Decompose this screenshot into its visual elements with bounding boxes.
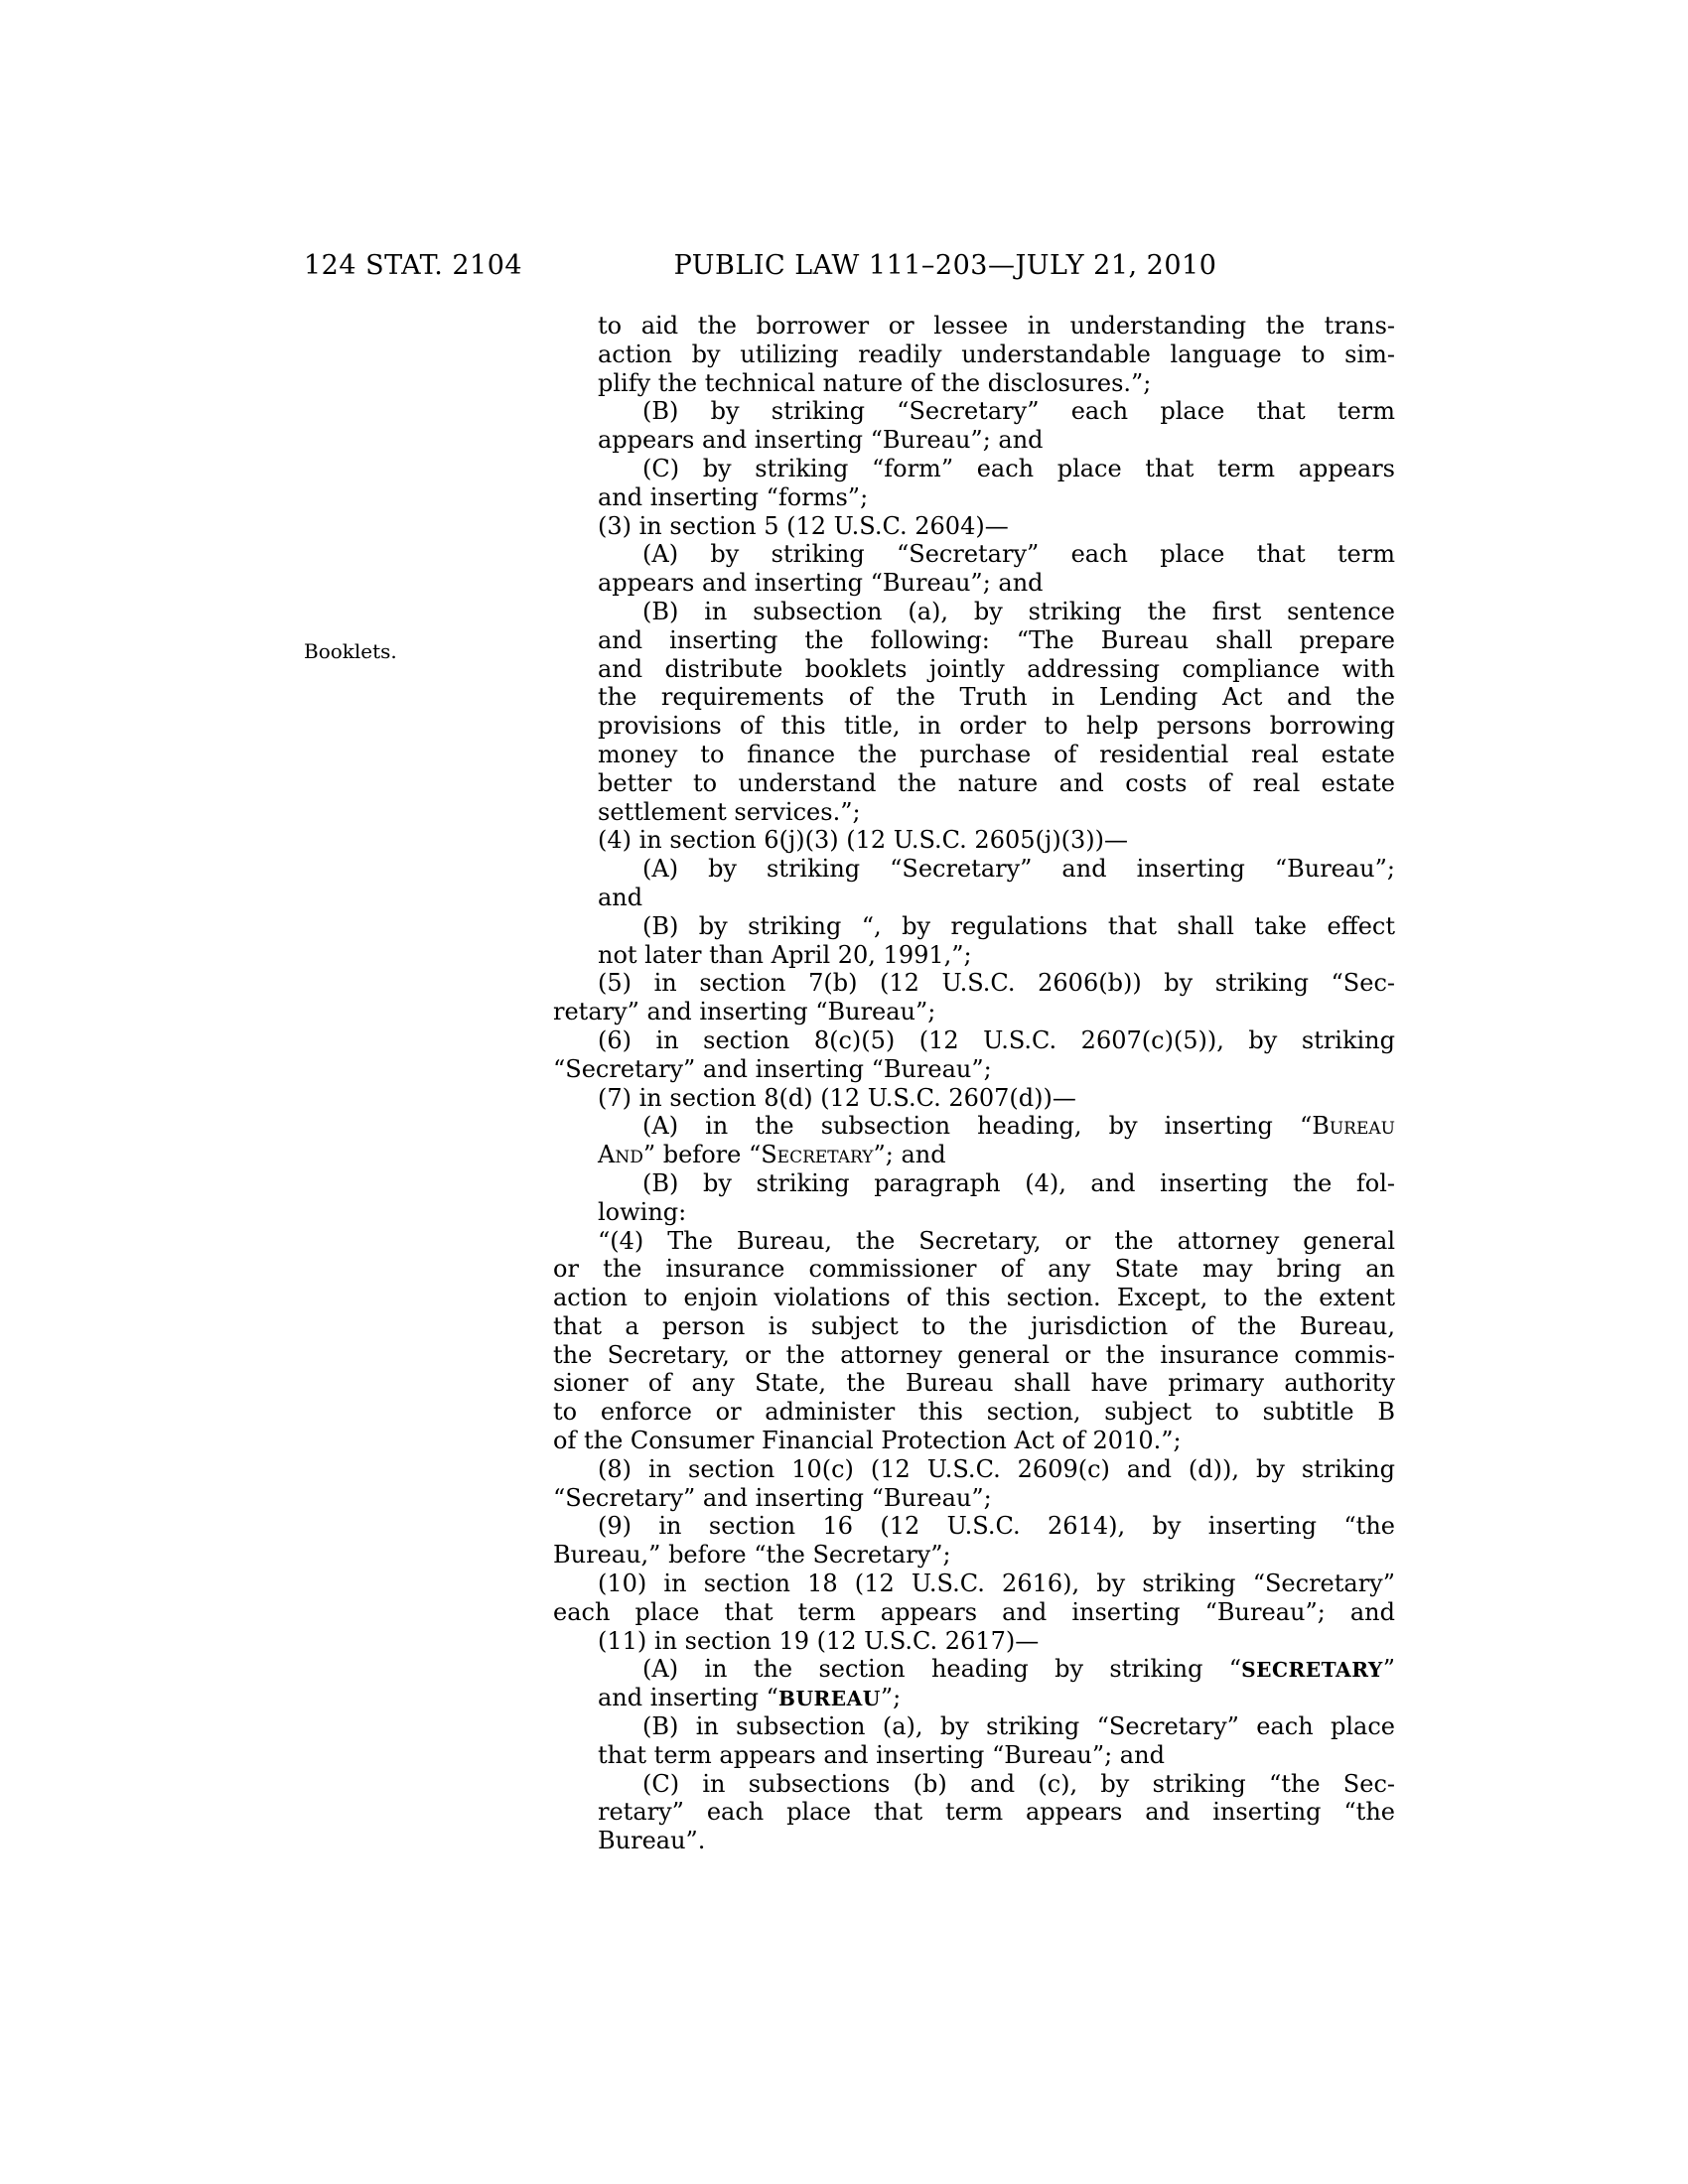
line-text: (5) in section 7(b) (12 U.S.C. 2606(b)) by striking “Sec- xyxy=(598,969,1395,998)
line-text: and xyxy=(598,883,643,911)
body-line xyxy=(553,569,1395,598)
body-line xyxy=(553,1227,1395,1256)
line-text: (3) in section 5 (12 U.S.C. 2604)— xyxy=(598,511,1009,540)
body-line xyxy=(553,1827,1395,1855)
body-line xyxy=(553,1055,1395,1084)
body-line xyxy=(553,884,1395,912)
body-line xyxy=(553,1712,1395,1741)
line-text: (A) in the section heading by striking “ xyxy=(642,1655,1242,1684)
body-line xyxy=(553,455,1395,483)
body-line xyxy=(553,1512,1395,1541)
line-text: action to enjoin violations of this section. Except, to the extent xyxy=(553,1284,1395,1312)
line-text: (9) in section 16 (12 U.S.C. 2614), by inserting “the xyxy=(598,1512,1395,1541)
body-line xyxy=(553,969,1395,998)
body-line xyxy=(553,1770,1395,1799)
line-text: (11) in section 19 (12 U.S.C. 2617)— xyxy=(598,1626,1040,1655)
line-text: not later than April 20, 1991,”; xyxy=(598,940,972,969)
line-text: (C) by striking “form” each place that term appears xyxy=(642,454,1395,482)
body-line xyxy=(553,512,1395,541)
line-text: (B) by striking “Secretary” each place that term xyxy=(642,397,1395,426)
line-text: action by utilizing readily understandable language to sim- xyxy=(598,340,1395,368)
body-line xyxy=(553,1627,1395,1656)
line-text: ” xyxy=(1382,1655,1395,1684)
line-text: (A) by striking “Secretary” each place that term xyxy=(642,540,1395,569)
body-line xyxy=(553,1427,1395,1455)
line-text: retary” each place that term appears and inserting “the xyxy=(598,1798,1395,1827)
line-text: money to finance the purchase of residential real estate xyxy=(598,740,1395,768)
body-line xyxy=(553,1141,1395,1169)
line-text: each place that term appears and inserting “Bureau”; and xyxy=(553,1597,1395,1626)
body-line xyxy=(553,1198,1395,1227)
line-text: Bureau”. xyxy=(598,1827,706,1855)
body-line xyxy=(553,1398,1395,1427)
line-text: that a person is subject to the jurisdiction of the Bureau, xyxy=(553,1311,1395,1340)
body-line xyxy=(553,741,1395,769)
line-text: (A) by striking “Secretary” and inserting “Bureau”; xyxy=(642,855,1395,884)
body-line xyxy=(553,397,1395,426)
line-text: (7) in section 8(d) (12 U.S.C. 2607(d))— xyxy=(598,1083,1076,1112)
body-line xyxy=(553,712,1395,741)
body-line xyxy=(553,1541,1395,1570)
line-text: better to understand the nature and costs of real estate xyxy=(598,768,1395,797)
body-line xyxy=(553,855,1395,884)
body-line xyxy=(553,540,1395,569)
body-line xyxy=(553,941,1395,970)
line-text: (B) in subsection (a), by striking the first sentence xyxy=(642,597,1395,625)
quoted-caps-text: And xyxy=(598,1141,643,1169)
body-line xyxy=(553,1169,1395,1198)
line-text: (B) by striking paragraph (4), and inserting the fol- xyxy=(642,1168,1395,1197)
line-text: “(4) The Bureau, the Secretary, or the attorney general xyxy=(598,1226,1395,1255)
line-text: of the Consumer Financial Protection Act of 2010.”; xyxy=(553,1427,1182,1455)
line-text: ” before “ xyxy=(642,1141,762,1169)
page-number-stat-label: 124 STAT. 2104 xyxy=(304,250,523,281)
line-text: or the insurance commissioner of any State may bring an xyxy=(553,1255,1395,1284)
line-text: (6) in section 8(c)(5) (12 U.S.C. 2607(c)(5)), by striking xyxy=(598,1025,1395,1054)
body-line xyxy=(553,1455,1395,1484)
body-line xyxy=(553,341,1395,369)
body-line xyxy=(553,1655,1395,1684)
line-text: ”; and xyxy=(873,1141,946,1169)
line-text: settlement services.”; xyxy=(598,797,861,826)
body-line xyxy=(553,798,1395,827)
body-line xyxy=(553,912,1395,941)
margin-note-booklets: Booklets. xyxy=(304,639,397,663)
body-line xyxy=(553,369,1395,398)
line-text: the requirements of the Truth in Lending Act and the xyxy=(598,683,1395,712)
body-line xyxy=(553,598,1395,626)
body-text xyxy=(553,312,1395,1855)
body-line xyxy=(553,1255,1395,1284)
line-text: provisions of this title, in order to help persons borrowing xyxy=(598,712,1395,741)
line-text: the Secretary, or the attorney general or the insurance commis- xyxy=(553,1340,1395,1369)
body-line xyxy=(553,1341,1395,1370)
body-line xyxy=(553,1112,1395,1141)
line-text: (A) in the subsection heading, by inserting “ xyxy=(642,1112,1313,1141)
body-line xyxy=(553,998,1395,1026)
quoted-caps-text: BUREAU xyxy=(777,1687,881,1711)
body-line xyxy=(553,655,1395,684)
line-text: plify the technical nature of the disclosures.”; xyxy=(598,368,1152,397)
body-line xyxy=(553,1798,1395,1827)
body-line xyxy=(553,1570,1395,1598)
line-text: and inserting “ xyxy=(598,1684,778,1712)
line-text: “Secretary” and inserting “Bureau”; xyxy=(553,1483,992,1512)
line-text: (B) in subsection (a), by striking “Secretary” each place xyxy=(642,1712,1395,1741)
quoted-caps-text: Secretary xyxy=(761,1141,874,1169)
body-line xyxy=(553,626,1395,655)
line-text: ”; xyxy=(880,1684,902,1712)
body-line xyxy=(553,1484,1395,1513)
body-line xyxy=(553,1598,1395,1627)
body-line xyxy=(553,426,1395,455)
line-text: lowing: xyxy=(598,1197,687,1226)
line-text: to aid the borrower or lessee in understanding the trans- xyxy=(598,312,1395,340)
quoted-caps-text: SECRETARY xyxy=(1241,1658,1383,1683)
line-text: sioner of any State, the Bureau shall have primary authority xyxy=(553,1369,1395,1398)
body-line xyxy=(553,1369,1395,1398)
line-text: (C) in subsections (b) and (c), by striking “the Sec- xyxy=(642,1769,1395,1798)
line-text: “Secretary” and inserting “Bureau”; xyxy=(553,1054,992,1083)
line-text: (4) in section 6(j)(3) (12 U.S.C. 2605(j)(3))— xyxy=(598,826,1129,855)
body-line xyxy=(553,1312,1395,1341)
line-text: and distribute booklets jointly addressing compliance with xyxy=(598,654,1395,683)
line-text: and inserting “forms”; xyxy=(598,482,869,511)
line-text: retary” and inserting “Bureau”; xyxy=(553,998,936,1026)
line-text: (B) by striking “, by regulations that shall take effect xyxy=(642,911,1395,940)
body-line xyxy=(553,1741,1395,1770)
body-line xyxy=(553,683,1395,712)
body-line xyxy=(553,1026,1395,1055)
body-line xyxy=(553,1084,1395,1113)
body-line xyxy=(553,1284,1395,1312)
line-text: (8) in section 10(c) (12 U.S.C. 2609(c) and (d)), by striking xyxy=(598,1454,1395,1483)
line-text: that term appears and inserting “Bureau”; and xyxy=(598,1740,1165,1769)
public-law-header: PUBLIC LAW 111–203—JULY 21, 2010 xyxy=(673,250,1217,281)
body-line xyxy=(553,312,1395,341)
body-line xyxy=(553,1684,1395,1712)
body-line xyxy=(553,826,1395,855)
line-text: to enforce or administer this section, subject to subtitle B xyxy=(553,1398,1395,1427)
body-line xyxy=(553,483,1395,512)
line-text: appears and inserting “Bureau”; and xyxy=(598,569,1044,598)
body-line xyxy=(553,769,1395,798)
line-text: Bureau,” before “the Secretary”; xyxy=(553,1541,951,1570)
line-text: appears and inserting “Bureau”; and xyxy=(598,426,1044,455)
line-text: (10) in section 18 (12 U.S.C. 2616), by striking “Secretary” xyxy=(598,1570,1395,1598)
quoted-caps-text: Bureau xyxy=(1312,1112,1395,1141)
line-text: and inserting the following: “The Bureau shall prepare xyxy=(598,625,1395,654)
